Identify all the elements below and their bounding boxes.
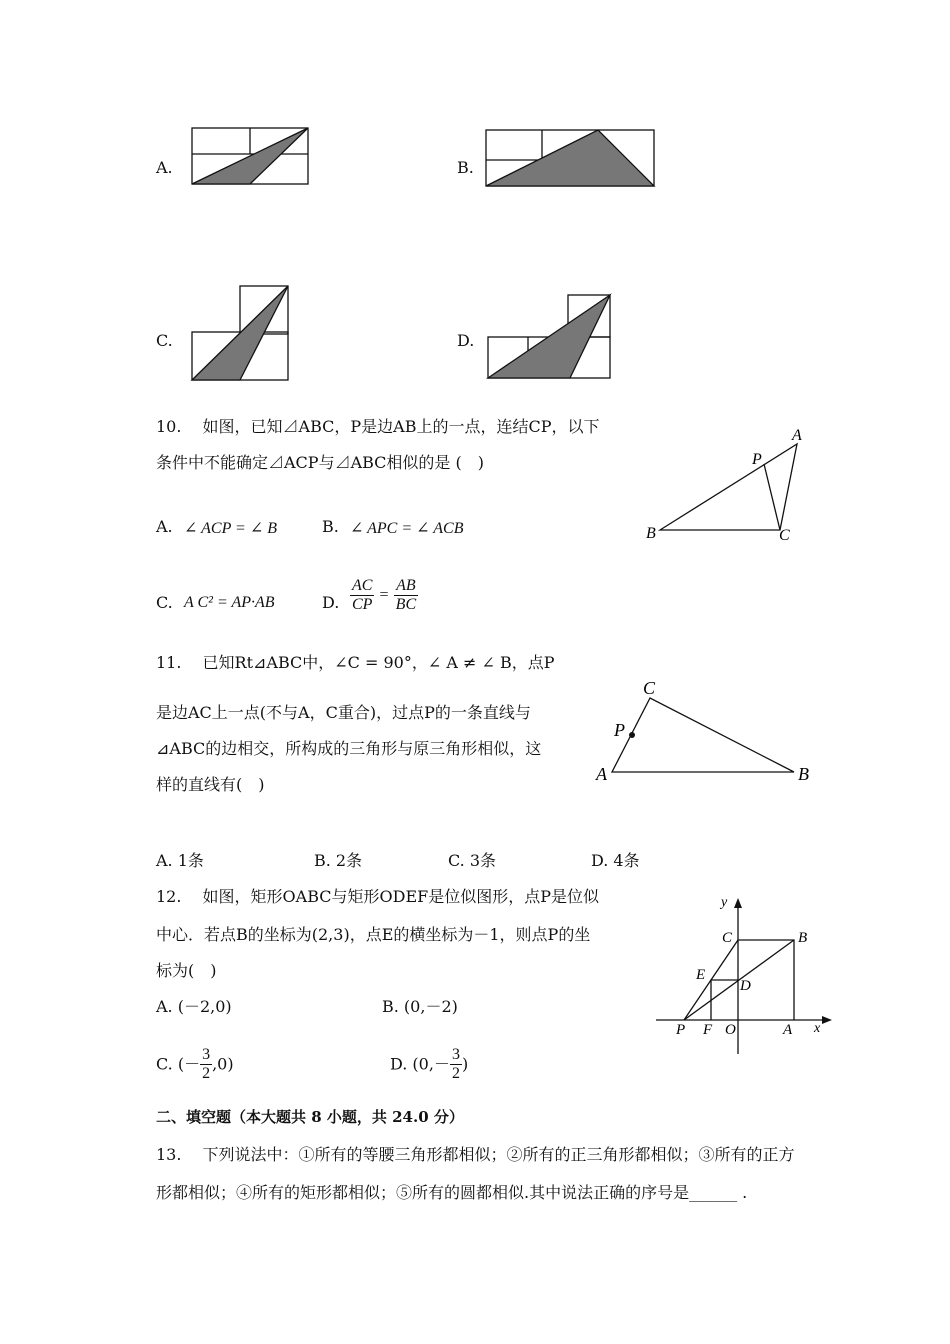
q10-label-a: A [792,427,802,444]
q9-option-c-figure [188,282,294,384]
q11-option-d: D. 4条 [591,851,640,870]
q10-option-b-label: B. [322,517,339,536]
q12-stem-line2: 中心．若点B的坐标为(2,3)，点E的横坐标为－1，则点P的坐 [156,925,591,944]
q10-option-c: A C² = AP·AB [184,594,275,611]
q9-option-c-label: C. [156,331,173,350]
q11-option-b: B. 2条 [314,851,363,870]
q10-option-c-label: C. [156,593,173,612]
q11-triangle-figure [590,674,820,790]
q11-stem-line1: 11. 已知Rt⊿ABC中，∠C = 90°，∠ A ≠ ∠ B，点P [156,653,555,672]
q12-option-d-label: D. (0,－ [390,1054,450,1074]
q12-option-c-tail: ,0) [212,1054,234,1074]
q12-option-d-num: 3 [451,1046,460,1063]
q10-stem-line2: 条件中不能确定⊿ACP与⊿ABC相似的是 ( ) [156,453,484,472]
q10-option-d-equals: = [379,586,389,604]
q12-stem-line1: 12. 如图，矩形OABC与矩形ODEF是位似图形，点P是位似 [156,887,599,906]
q12-option-c-den: 2 [202,1065,211,1082]
q11-stem-line3: ⊿ABC的边相交，所构成的三角形与原三角形相似，这 [156,739,542,758]
q10-option-d-num1: AC [352,577,373,594]
q10-option-a-label: A. [156,517,173,536]
q9-option-d-label: D. [457,331,475,350]
q10-option-d [350,577,418,614]
q10-option-d-fraction1 [350,577,374,614]
q12-option-d [390,1046,468,1083]
q11-option-c: C. 3条 [448,851,497,870]
q12-label-a: A [783,1022,793,1038]
q10-option-d-label: D. [322,593,340,612]
q10-triangle-figure [640,424,810,546]
q12-option-c-label: C. (－ [156,1054,201,1074]
q11-option-a: A. 1条 [156,851,204,870]
q12-option-d-fraction [450,1046,462,1083]
q10-option-a: ∠ ACP = ∠ B [184,520,278,537]
q10-stem-line1: 10. 如图，已知⊿ABC，P是边AB上的一点，连结CP，以下 [156,417,600,436]
q12-option-d-tail: ) [461,1054,469,1074]
q12-label-c: C [722,930,733,946]
q11-stem-line2: 是边AC上一点(不与A，C重合)，过点P的一条直线与 [156,703,531,722]
q11-label-c: C [643,678,656,698]
q12-option-c [156,1046,234,1083]
q12-label-p: P [676,1022,686,1038]
q9-option-b-label: B. [457,158,474,177]
q11-label-a: A [596,764,607,784]
q12-label-y: y [721,895,728,910]
q10-option-d-fraction2 [394,577,418,614]
q12-option-c-num: 3 [202,1046,211,1063]
q10-label-b: B [646,525,656,542]
q11-label-p: P [614,720,625,740]
q10-option-d-den2: BC [395,596,417,613]
q13-stem-line1: 13. 下列说法中：①所有的等腰三角形都相似；②所有的正三角形都相似；③所有的正方 [156,1145,795,1164]
q12-option-a: A. (－2,0) [156,997,232,1016]
q12-label-d: D [740,978,751,994]
q12-label-o: O [725,1022,736,1038]
section-title-fill-in-blank: 二、填空题（本大题共 8 小题，共 24.0 分） [156,1108,464,1126]
q10-label-p: P [752,451,762,468]
q9-option-d-figure [484,292,614,382]
q12-label-b: B [798,930,808,946]
q12-coordinate-figure [650,892,840,1060]
q10-option-b: ∠ APC = ∠ ACB [350,520,464,537]
q12-option-d-den: 2 [451,1065,460,1082]
q12-stem-line3: 标为( ) [156,961,217,980]
q9-option-b-figure [482,126,658,190]
q11-stem-line4: 样的直线有( ) [156,775,265,794]
q12-option-b: B. (0,－2) [382,997,458,1016]
q10-option-d-den1: CP [352,596,373,613]
q12-option-c-fraction [200,1046,212,1083]
q12-label-f: F [703,1022,713,1038]
q12-label-e: E [696,967,706,983]
q12-label-x: x [814,1021,821,1036]
q10-label-c: C [779,527,790,544]
q13-stem-line2: 形都相似；④所有的矩形都相似；⑤所有的圆都相似.其中说法正确的序号是______ . [156,1183,748,1202]
q10-option-d-num2: AB [394,577,418,596]
q9-option-a-label: A. [156,158,173,177]
q11-label-b: B [798,764,809,784]
q9-option-a-figure [188,124,312,188]
